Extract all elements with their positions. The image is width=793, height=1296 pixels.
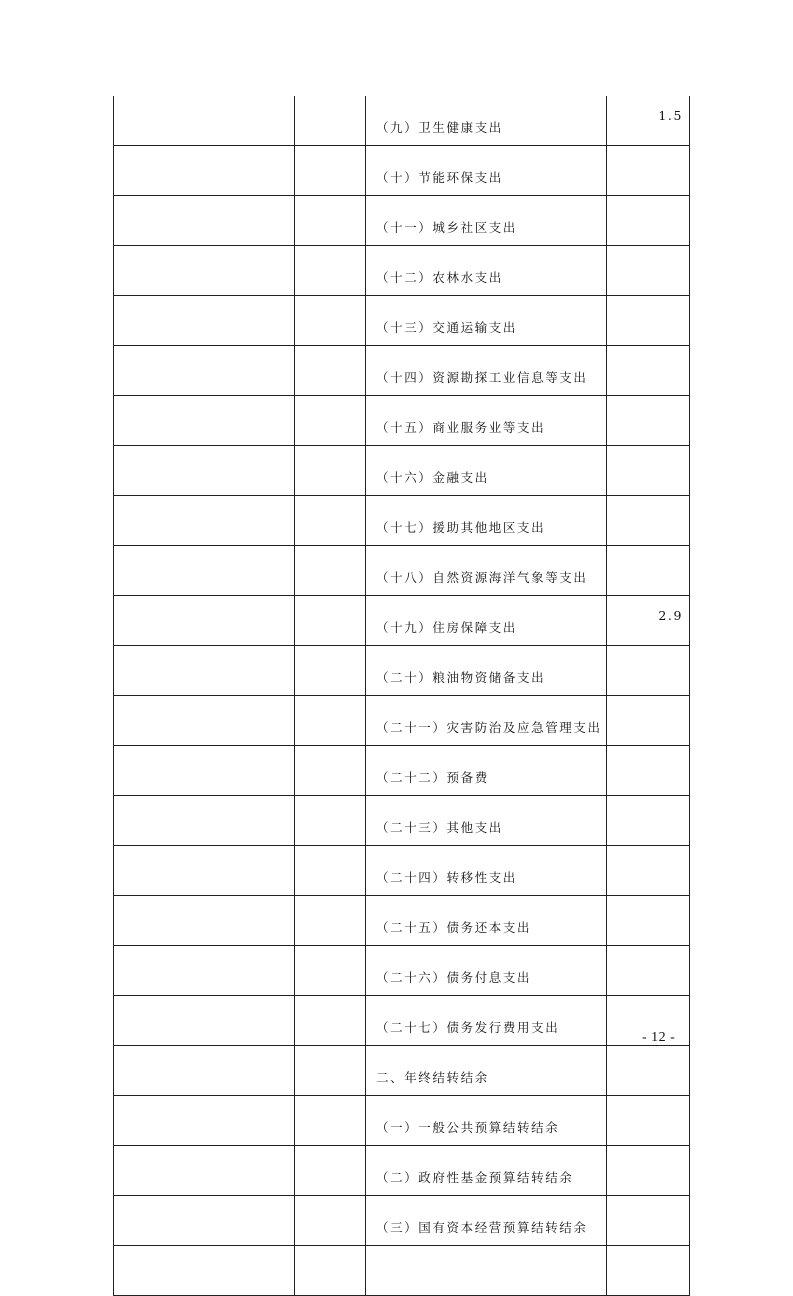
middle-cell xyxy=(295,346,366,396)
amount-cell xyxy=(607,396,690,446)
table-row xyxy=(114,446,690,496)
item-label: （二十四）转移性支出 xyxy=(366,846,607,896)
amount-cell xyxy=(607,846,690,896)
table-row xyxy=(114,196,690,246)
item-label: （十五）商业服务业等支出 xyxy=(366,396,607,446)
middle-cell xyxy=(295,696,366,746)
amount-cell xyxy=(607,746,690,796)
table-row xyxy=(114,646,690,696)
middle-cell xyxy=(295,196,366,246)
item-label: （二十七）债务发行费用支出 xyxy=(366,996,607,1046)
table-row xyxy=(114,1196,690,1246)
item-label: （九）卫生健康支出 xyxy=(366,96,607,146)
table-row xyxy=(114,246,690,296)
middle-cell xyxy=(295,746,366,796)
left-cell xyxy=(114,296,295,346)
item-label: （二十三）其他支出 xyxy=(366,796,607,846)
middle-cell xyxy=(295,1046,366,1096)
left-cell xyxy=(114,1246,295,1296)
left-cell xyxy=(114,496,295,546)
item-label: （十六）金融支出 xyxy=(366,446,607,496)
amount-cell xyxy=(607,1246,690,1296)
middle-cell xyxy=(295,1196,366,1246)
left-cell xyxy=(114,1146,295,1196)
left-cell xyxy=(114,346,295,396)
table-row xyxy=(114,796,690,846)
amount-cell xyxy=(607,1146,690,1196)
middle-cell xyxy=(295,996,366,1046)
item-label: （三）国有资本经营预算结转结余 xyxy=(366,1196,607,1246)
left-cell xyxy=(114,646,295,696)
left-cell xyxy=(114,1196,295,1246)
table-row xyxy=(114,1096,690,1146)
left-cell xyxy=(114,396,295,446)
left-cell xyxy=(114,946,295,996)
middle-cell xyxy=(295,396,366,446)
item-label: （十七）援助其他地区支出 xyxy=(366,496,607,546)
amount-cell xyxy=(607,896,690,946)
table-row xyxy=(114,696,690,746)
item-label: 二、年终结转结余 xyxy=(366,1046,607,1096)
amount-cell xyxy=(607,496,690,546)
amount-cell xyxy=(607,1046,690,1096)
amount-cell xyxy=(607,1196,690,1246)
table-row xyxy=(114,96,690,146)
budget-table-body xyxy=(114,96,690,1296)
left-cell xyxy=(114,446,295,496)
item-label: （二十二）预备费 xyxy=(366,746,607,796)
table-row xyxy=(114,1046,690,1096)
left-cell xyxy=(114,996,295,1046)
middle-cell xyxy=(295,946,366,996)
table-row xyxy=(114,296,690,346)
amount-cell xyxy=(607,296,690,346)
table-row xyxy=(114,846,690,896)
item-label: （二十）粮油物资储备支出 xyxy=(366,646,607,696)
left-cell xyxy=(114,96,295,146)
table-row xyxy=(114,1246,690,1296)
item-label: （二十一）灾害防治及应急管理支出 xyxy=(366,696,607,746)
item-label: （十四）资源勘探工业信息等支出 xyxy=(366,346,607,396)
amount-cell xyxy=(607,646,690,696)
middle-cell xyxy=(295,446,366,496)
item-label: （二）政府性基金预算结转结余 xyxy=(366,1146,607,1196)
item-label: （十二）农林水支出 xyxy=(366,246,607,296)
left-cell xyxy=(114,746,295,796)
middle-cell xyxy=(295,96,366,146)
amount-cell xyxy=(607,146,690,196)
middle-cell xyxy=(295,496,366,546)
middle-cell xyxy=(295,546,366,596)
left-cell xyxy=(114,896,295,946)
left-cell xyxy=(114,246,295,296)
item-label xyxy=(366,1246,607,1296)
amount-cell: 1.5 xyxy=(607,96,690,146)
item-label: （二十五）债务还本支出 xyxy=(366,896,607,946)
left-cell xyxy=(114,846,295,896)
item-label: （十）节能环保支出 xyxy=(366,146,607,196)
amount-cell xyxy=(607,796,690,846)
table-row xyxy=(114,496,690,546)
left-cell xyxy=(114,546,295,596)
middle-cell xyxy=(295,596,366,646)
middle-cell xyxy=(295,796,366,846)
amount-cell xyxy=(607,546,690,596)
left-cell xyxy=(114,1046,295,1096)
table-row xyxy=(114,396,690,446)
left-cell xyxy=(114,696,295,746)
left-cell xyxy=(114,796,295,846)
page-number: - 12 - xyxy=(642,1030,676,1045)
middle-cell xyxy=(295,846,366,896)
item-label: （十八）自然资源海洋气象等支出 xyxy=(366,546,607,596)
budget-table xyxy=(113,96,690,1296)
item-label: （十一）城乡社区支出 xyxy=(366,196,607,246)
left-cell xyxy=(114,596,295,646)
amount-cell xyxy=(607,446,690,496)
middle-cell xyxy=(295,1246,366,1296)
table-row xyxy=(114,146,690,196)
table-row xyxy=(114,946,690,996)
item-label: （十九）住房保障支出 xyxy=(366,596,607,646)
middle-cell xyxy=(295,646,366,696)
amount-cell xyxy=(607,246,690,296)
amount-cell: 2.9 xyxy=(607,596,690,646)
middle-cell xyxy=(295,146,366,196)
table-row xyxy=(114,546,690,596)
left-cell xyxy=(114,1096,295,1146)
table-row xyxy=(114,896,690,946)
item-label: （一）一般公共预算结转结余 xyxy=(366,1096,607,1146)
item-label: （十三）交通运输支出 xyxy=(366,296,607,346)
table-row xyxy=(114,1146,690,1196)
amount-cell xyxy=(607,946,690,996)
middle-cell xyxy=(295,896,366,946)
left-cell xyxy=(114,196,295,246)
table-row xyxy=(114,596,690,646)
left-cell xyxy=(114,146,295,196)
amount-cell xyxy=(607,346,690,396)
amount-cell xyxy=(607,696,690,746)
item-label: （二十六）债务付息支出 xyxy=(366,946,607,996)
table-row xyxy=(114,996,690,1046)
amount-cell xyxy=(607,196,690,246)
middle-cell xyxy=(295,296,366,346)
middle-cell xyxy=(295,1146,366,1196)
table-row xyxy=(114,346,690,396)
amount-cell xyxy=(607,1096,690,1146)
middle-cell xyxy=(295,246,366,296)
table-row xyxy=(114,746,690,796)
middle-cell xyxy=(295,1096,366,1146)
